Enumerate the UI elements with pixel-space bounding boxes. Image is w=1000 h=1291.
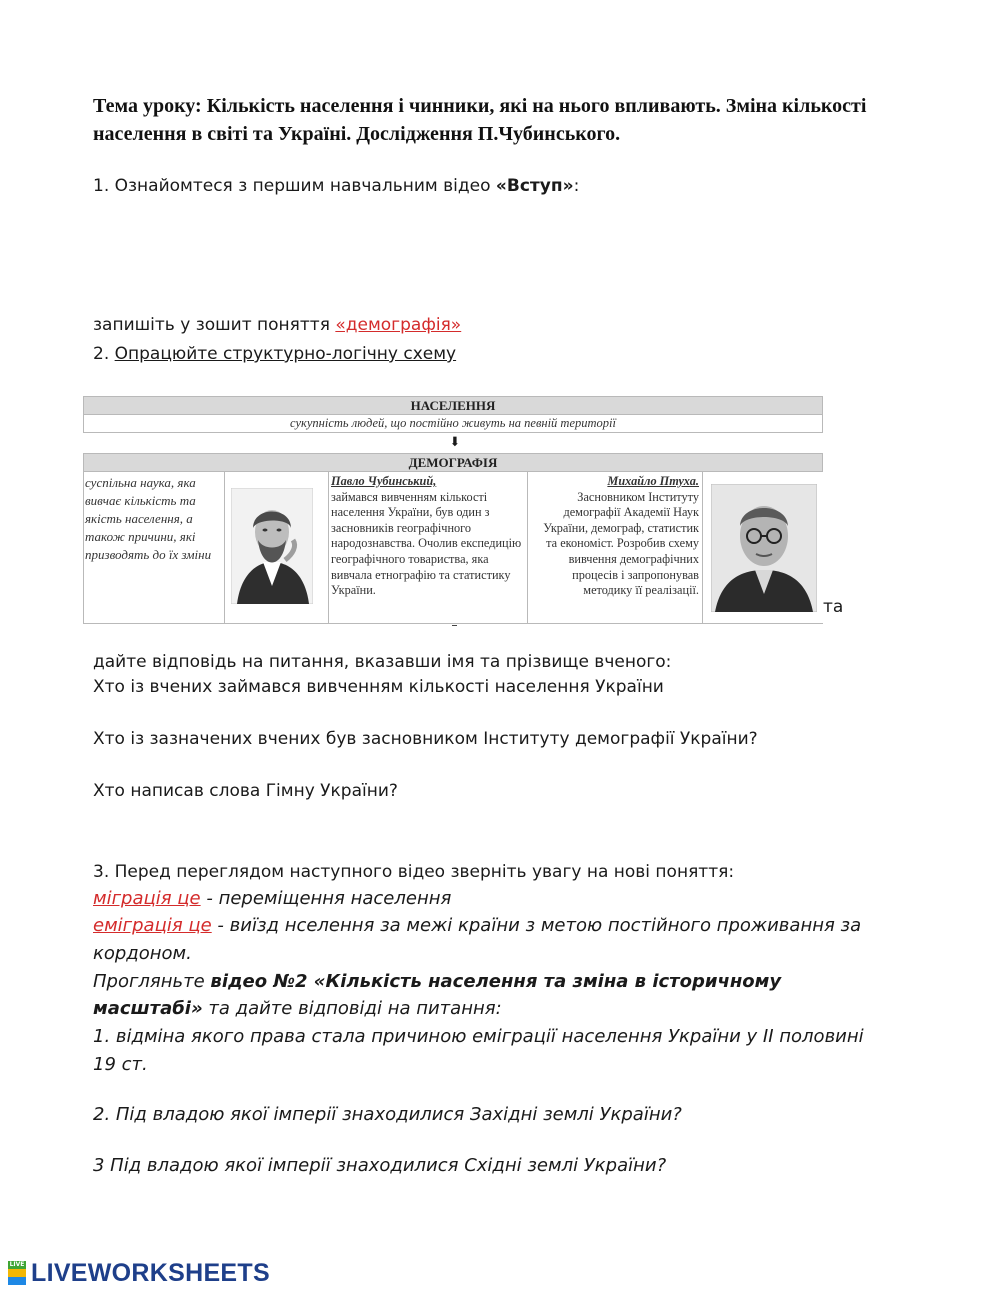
chubynsky-portrait-svg <box>231 488 313 604</box>
task3-q3: 3 Під владою якої імперії знаходилися Східні землі України? <box>93 1155 667 1176</box>
structural-logic-scheme <box>83 396 823 626</box>
demography-definition: суспільна наука, яка вивчає кількість та якість населення, а також причини, які призводять до їх зміни <box>85 475 212 562</box>
video2-title-2: масштабі» <box>93 998 203 1019</box>
chubynsky-name: Павло Чубинський, <box>331 474 437 488</box>
chubynsky-description <box>331 474 523 599</box>
logo-badge-text: LIVE <box>9 1261 25 1268</box>
ptukha-description <box>531 474 699 599</box>
task2-instruction: дайте відповідь на питання, вказавши імя та прізвище вченого: <box>93 652 672 672</box>
ptukha-portrait <box>711 484 817 612</box>
migration-line <box>93 886 451 912</box>
task2-scheme-link[interactable]: Опрацюйте структурно-логічну схему <box>114 344 457 364</box>
population-definition: сукупність людей, що постійно живуть на певній території <box>83 414 823 433</box>
population-header: НАСЕЛЕННЯ <box>83 396 823 415</box>
logo-brand-text: LIVEWORKSHEETS <box>31 1258 270 1287</box>
watch-suffix: та дайте відповіді на питання: <box>202 998 502 1019</box>
task3-q1-line2: 19 ст. <box>93 1054 148 1075</box>
emigration-def-2: кордоном. <box>93 943 192 964</box>
watch-line-2 <box>93 996 502 1022</box>
task3-q1-line1: 1. відміна якого права стала причиною еміграції населення України у ІІ половині <box>93 1026 864 1047</box>
arrow-down-icon: ⬇ <box>449 434 461 449</box>
scheme-bottom-border <box>83 623 823 624</box>
watch-prefix: Прогляньте <box>93 971 211 992</box>
ptukha-portrait-svg <box>711 484 817 612</box>
chubynsky-text: займався вивченням кількості населення України, був один з засновників географічного народознавства. Очолив експедицію географічного товариства, яка вивчала етнографію та статистику України. <box>331 489 522 598</box>
task2-num: 2. <box>93 344 115 364</box>
scheme-dash <box>452 625 457 626</box>
task2-line <box>93 342 456 366</box>
task1-video-title: «Вступ» <box>495 176 574 196</box>
video2-title-1: відео №2 «Кількість населення та зміна в історичному <box>210 971 782 992</box>
migration-def: - переміщення населення <box>200 888 452 909</box>
task3-intro: 3. Перед переглядом наступного відео зверніть увагу на нові поняття: <box>93 862 735 882</box>
task1-line <box>93 174 579 198</box>
emigration-line <box>93 913 861 939</box>
task1-suffix: : <box>573 176 580 196</box>
lesson-title: Тема уроку: Кількість населення і чинники, які на нього впливають. Зміна кількості населення в світі та Україні. Дослідження П.Чубинського. <box>93 95 867 145</box>
question-1: Хто із вчених займався вивченням кількості населення України <box>93 677 664 697</box>
task3-q2: 2. Під владою якої імперії знаходилися Західні землі України? <box>93 1104 682 1125</box>
question-3: Хто написав слова Гімну України? <box>93 781 398 801</box>
question-2: Хто із зазначених вчених був засновником Інституту демографії України? <box>93 729 758 749</box>
chubynsky-portrait <box>231 488 313 604</box>
demography-header: ДЕМОГРАФІЯ <box>83 453 823 472</box>
emigration-def-1: - виїзд нселення за межі країни з метою постійного проживання за <box>211 915 862 936</box>
ptukha-text: Засновником Інституту демографії Академії Наук України, демограф, статистик та економіст. Розробив схему вивчення демографічних процесів і запропонував методику її реалізації. <box>543 489 699 598</box>
scheme-trailing-word: та <box>823 597 844 617</box>
ptukha-name: Михайло Птуха. <box>607 474 699 488</box>
liveworksheets-logo[interactable] <box>8 1258 270 1288</box>
emigration-term[interactable]: еміграція це <box>93 915 212 936</box>
task1-write-line <box>93 313 461 337</box>
watch-line-1 <box>93 969 781 995</box>
demography-term-link[interactable]: «демографія» <box>335 315 462 335</box>
task1-prefix: 1. Ознайомтеся з першим навчальним відео <box>93 176 496 196</box>
logo-badge-icon <box>8 1261 26 1285</box>
write-prefix: запишіть у зошит поняття <box>93 315 336 335</box>
migration-term[interactable]: міграція це <box>93 888 201 909</box>
